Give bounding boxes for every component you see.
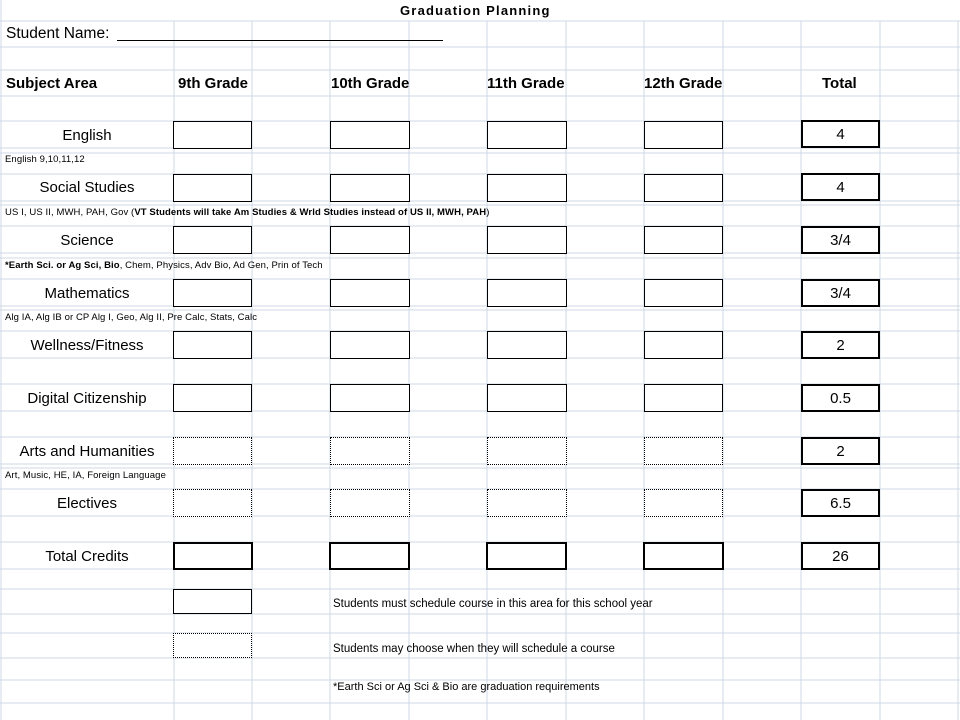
- arts-10th-grade-box[interactable]: [330, 437, 410, 465]
- electives-9th-grade-box[interactable]: [173, 489, 252, 517]
- social-studies-11th-grade-box[interactable]: [487, 174, 567, 202]
- wellness-9th-grade-box[interactable]: [173, 331, 252, 359]
- subject-social-studies: Social Studies: [39, 179, 135, 196]
- electives-11th-grade-box[interactable]: [487, 489, 567, 517]
- wellness-12th-grade-box[interactable]: [644, 331, 723, 359]
- social-studies-12th-grade-box[interactable]: [644, 174, 723, 202]
- subject-digital-citizenship: Digital Citizenship: [27, 390, 147, 407]
- electives-total: 6.5: [801, 489, 880, 517]
- subject-english: English: [62, 127, 112, 144]
- student-name-label: Student Name:: [6, 25, 110, 42]
- subject-arts-humanities: Arts and Humanities: [19, 443, 155, 460]
- mathematics-9th-grade-box[interactable]: [173, 279, 252, 307]
- arts-total: 2: [801, 437, 880, 465]
- mathematics-12th-grade-box[interactable]: [644, 279, 723, 307]
- mathematics-courses-note: Alg IA, Alg IB or CP Alg I, Geo, Alg II, Pre Calc, Stats, Calc: [5, 312, 258, 323]
- digital-citizenship-12th-grade-box[interactable]: [644, 384, 723, 412]
- english-courses-note: English 9,10,11,12: [5, 154, 85, 165]
- english-total: 4: [801, 120, 880, 148]
- digital-citizenship-total: 0.5: [801, 384, 880, 412]
- legend-solid-text: Students must schedule course in this area for this school year: [333, 598, 653, 610]
- mathematics-11th-grade-box[interactable]: [487, 279, 567, 307]
- wellness-11th-grade-box[interactable]: [487, 331, 567, 359]
- electives-10th-grade-box[interactable]: [330, 489, 410, 517]
- total-credits-label: Total Credits: [45, 548, 129, 565]
- science-12th-grade-box[interactable]: [644, 226, 723, 254]
- page-title: Graduation Planning: [400, 3, 551, 18]
- mathematics-10th-grade-box[interactable]: [330, 279, 410, 307]
- wellness-10th-grade-box[interactable]: [330, 331, 410, 359]
- legend-solid-box: [173, 589, 252, 614]
- arts-9th-grade-box[interactable]: [173, 437, 252, 465]
- total-credits-12th-grade-box[interactable]: [643, 542, 724, 570]
- science-courses-note: [5, 261, 323, 271]
- social-studies-courses-note: [5, 208, 489, 218]
- total-credits-11th-grade-box[interactable]: [486, 542, 567, 570]
- note-bold-text: *Earth Sci. or Ag Sci, Bio: [5, 260, 120, 271]
- wellness-total: 2: [801, 331, 880, 359]
- subject-wellness-fitness: Wellness/Fitness: [30, 337, 144, 354]
- header-11th-grade: 11th Grade: [487, 75, 565, 92]
- science-10th-grade-box[interactable]: [330, 226, 410, 254]
- subject-electives: Electives: [56, 495, 118, 512]
- total-credits-9th-grade-box[interactable]: [173, 542, 253, 570]
- social-studies-10th-grade-box[interactable]: [330, 174, 410, 202]
- digital-citizenship-10th-grade-box[interactable]: [330, 384, 410, 412]
- english-12th-grade-box[interactable]: [644, 121, 723, 149]
- arts-courses-note: Art, Music, HE, IA, Foreign Language: [5, 470, 166, 481]
- subject-mathematics: Mathematics: [44, 285, 130, 302]
- mathematics-total: 3/4: [801, 279, 880, 307]
- legend-dotted-box: [173, 633, 252, 658]
- header-subject-area: Subject Area: [6, 75, 98, 92]
- social-studies-9th-grade-box[interactable]: [173, 174, 252, 202]
- subject-science: Science: [60, 232, 114, 249]
- note-text: ): [486, 207, 490, 218]
- graduation-requirements-footnote: *Earth Sci or Ag Sci & Bio are graduation requirements: [333, 681, 600, 693]
- note-text: , Chem, Physics, Adv Bio, Ad Gen, Prin of Tech: [119, 260, 323, 271]
- digital-citizenship-9th-grade-box[interactable]: [173, 384, 252, 412]
- social-studies-total: 4: [801, 173, 880, 201]
- header-total: Total: [822, 75, 857, 92]
- note-bold-text: VT Students will take Am Studies & Wrld Studies instead of US II, MWH, PAH: [134, 207, 487, 218]
- science-9th-grade-box[interactable]: [173, 226, 252, 254]
- english-10th-grade-box[interactable]: [330, 121, 410, 149]
- english-11th-grade-box[interactable]: [487, 121, 567, 149]
- digital-citizenship-11th-grade-box[interactable]: [487, 384, 567, 412]
- total-credits-total: 26: [801, 542, 880, 570]
- science-11th-grade-box[interactable]: [487, 226, 567, 254]
- total-credits-10th-grade-box[interactable]: [329, 542, 410, 570]
- legend-dotted-text: Students may choose when they will schedule a course: [333, 643, 615, 655]
- arts-12th-grade-box[interactable]: [644, 437, 723, 465]
- english-9th-grade-box[interactable]: [173, 121, 252, 149]
- student-name-field[interactable]: [117, 26, 443, 41]
- header-12th-grade: 12th Grade: [644, 75, 723, 92]
- science-total: 3/4: [801, 226, 880, 254]
- note-text: US I, US II, MWH, PAH, Gov (: [5, 207, 135, 218]
- header-10th-grade: 10th Grade: [331, 75, 410, 92]
- electives-12th-grade-box[interactable]: [644, 489, 723, 517]
- header-9th-grade: 9th Grade: [178, 75, 249, 92]
- arts-11th-grade-box[interactable]: [487, 437, 567, 465]
